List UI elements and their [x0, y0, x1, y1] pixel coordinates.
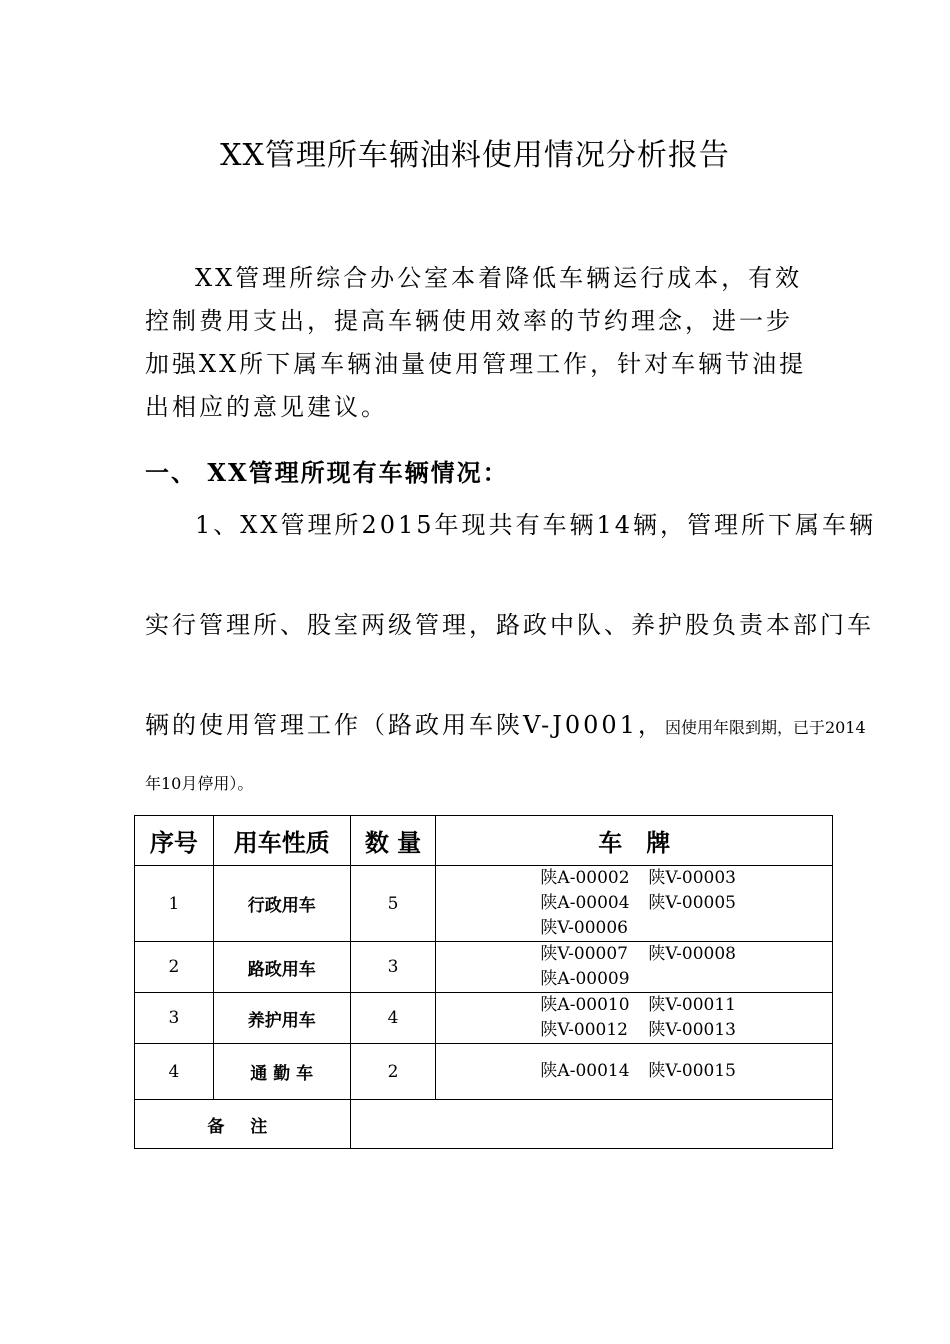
table-row — [135, 866, 833, 942]
plate: 陕V-00012 — [540, 1020, 628, 1040]
plate: 陕V-00015 — [648, 1061, 736, 1081]
plate: 陕V-00003 — [648, 868, 736, 888]
cell-type: 养护用车 — [213, 993, 350, 1044]
item1-line3-main: 辆的使用管理工作（路政用车陕V-J0001， — [145, 711, 665, 739]
cell-count: 3 — [350, 942, 436, 993]
table-row — [135, 1044, 833, 1100]
plate: 陕A-00009 — [540, 969, 630, 989]
item1-line3-small: 因使用年限到期，已于2014 — [664, 718, 866, 737]
page-title: XX管理所车辆油料使用情况分析报告 — [220, 138, 730, 173]
plate: 陕A-00004 — [540, 893, 630, 913]
item1-line2: 实行管理所、股室两级管理，路政中队、养护股负责本部门车 — [145, 611, 874, 639]
cell-plates — [436, 866, 833, 942]
item1-line3 — [145, 705, 866, 740]
header-type: 用车性质 — [213, 816, 350, 866]
cell-no: 2 — [135, 942, 214, 993]
cell-no: 1 — [135, 866, 214, 942]
plate: 陕A-00010 — [540, 995, 630, 1015]
cell-no: 4 — [135, 1044, 214, 1100]
note-value — [350, 1100, 832, 1149]
cell-type: 通 勤 车 — [213, 1044, 350, 1100]
cell-plates — [436, 993, 833, 1044]
section-heading: 一、 XX管理所现有车辆情况： — [145, 458, 509, 487]
cell-type: 行政用车 — [213, 866, 350, 942]
plate: 陕V-00006 — [540, 918, 628, 938]
plate: 陕A-00014 — [540, 1061, 630, 1081]
note-row — [135, 1100, 833, 1149]
plate: 陕A-00002 — [540, 868, 630, 888]
header-plates: 车 牌 — [436, 816, 833, 866]
plate: 陕V-00013 — [648, 1020, 736, 1040]
cell-plates — [436, 942, 833, 993]
cell-no: 3 — [135, 993, 214, 1044]
header-count: 数 量 — [350, 816, 436, 866]
table-row — [135, 993, 833, 1044]
cell-type: 路政用车 — [213, 942, 350, 993]
table-header-row — [135, 816, 833, 866]
item1-line4: 年10月停用）。 — [145, 774, 254, 793]
plate: 陕V-00008 — [648, 944, 736, 964]
cell-plates — [436, 1044, 833, 1100]
vehicle-table — [134, 815, 833, 1149]
cell-count: 5 — [350, 866, 436, 942]
note-label: 备 注 — [135, 1100, 351, 1149]
plate: 陕V-00011 — [648, 995, 736, 1015]
item1-line1: 1、XX管理所2015年现共有车辆14辆，管理所下属车辆 — [195, 511, 877, 539]
plate: 陕V-00005 — [648, 893, 736, 913]
plate: 陕V-00007 — [540, 944, 628, 964]
table-row — [135, 942, 833, 993]
cell-count: 4 — [350, 993, 436, 1044]
cell-count: 2 — [350, 1044, 436, 1100]
header-no: 序号 — [135, 816, 214, 866]
intro-paragraph: XX管理所综合办公室本着降低车辆运行成本，有效控制费用支出，提高车辆使用效率的节约理念，进一步加强XX所下属车辆油量使用管理工作，针对车辆节油提出相应的意见建议。 — [145, 264, 807, 421]
